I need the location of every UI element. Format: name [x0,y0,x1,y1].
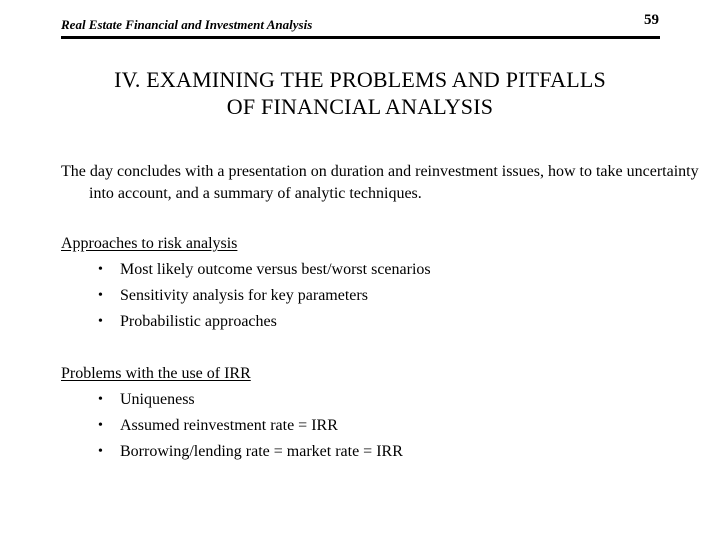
list-item [61,387,671,413]
list-item [61,283,671,309]
list-item-text: Most likely outcome versus best/worst scenarios [120,261,431,278]
running-header-title: Real Estate Financial and Investment Analysis [61,17,313,32]
bullet-icon: • [98,288,103,303]
bullet-icon: • [98,314,103,329]
risk-analysis-heading: Approaches to risk analysis [61,235,238,252]
irr-problems-section [61,361,671,465]
running-header [61,8,660,39]
bullet-icon: • [98,418,103,433]
bullet-icon: • [98,444,103,459]
list-item-text: Uniqueness [120,391,195,408]
slide-title-line-1: IV. EXAMINING THE PROBLEMS AND PITFALLS [114,67,606,92]
page-number: 59 [644,12,659,28]
list-item [61,413,671,439]
list-item-text: Sensitivity analysis for key parameters [120,287,368,304]
bullet-icon: • [98,392,103,407]
irr-problems-heading: Problems with the use of IRR [61,365,251,382]
list-item-text: Assumed reinvestment rate = IRR [120,417,338,434]
slide-title-line-2: OF FINANCIAL ANALYSIS [226,94,494,119]
list-item [61,257,671,283]
list-item [61,309,671,335]
risk-analysis-section [61,231,671,335]
intro-paragraph: The day concludes with a presentation on duration and reinvestment issues, how to take uncertainty into account, and a summary of analytic techniques. [61,163,699,202]
list-item [61,439,671,465]
slide-title [40,66,680,120]
risk-analysis-list [61,257,671,335]
list-item-text: Probabilistic approaches [120,313,277,330]
irr-problems-list [61,387,671,465]
list-item-text: Borrowing/lending rate = market rate = IRR [120,443,403,460]
bullet-icon: • [98,262,103,277]
